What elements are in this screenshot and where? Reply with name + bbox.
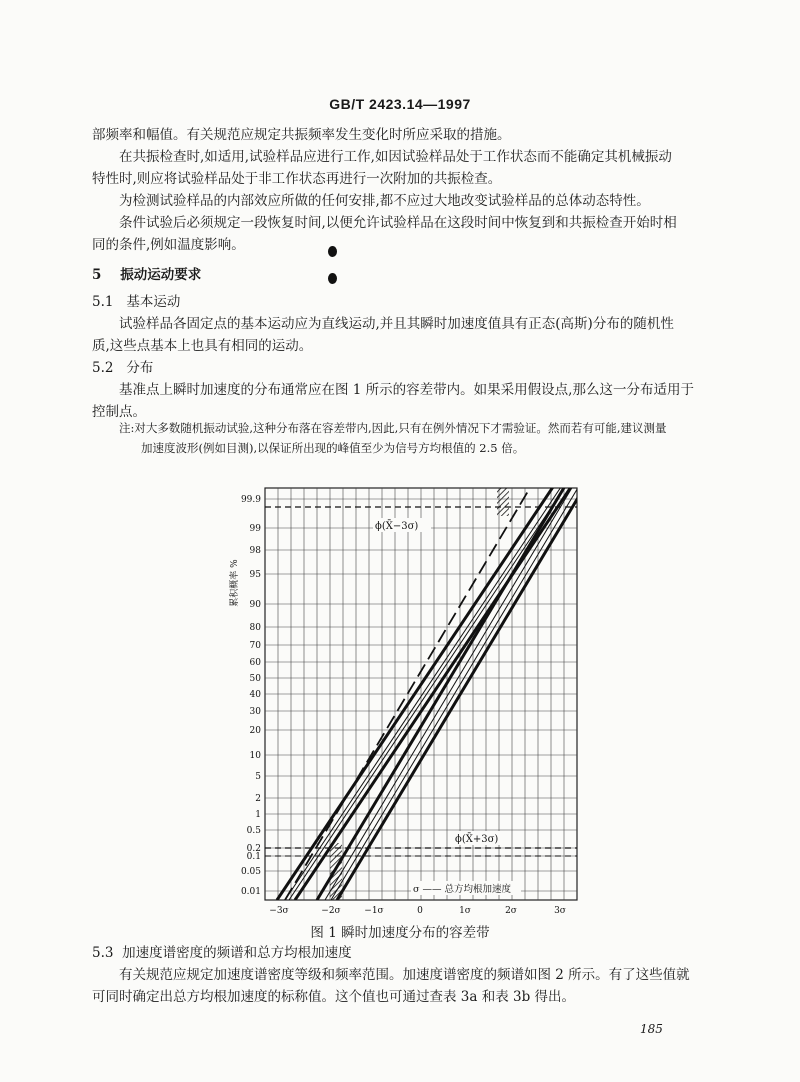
section-heading-5-1: 5.1 基本运动 (92, 294, 181, 310)
paragraph-line: 特性时,则应将试验样品处于非工作状态再进行一次附加的共振检查。 (92, 171, 502, 187)
figure-caption: 图 1 瞬时加速度分布的容差带 (310, 925, 490, 941)
y-tick-label: 0.5 (246, 826, 261, 836)
y-tick-label: 20 (249, 726, 261, 736)
y-tick-label: 40 (249, 690, 261, 700)
y-tick-label: 70 (249, 641, 261, 651)
right-tolerance-band (317, 466, 585, 900)
x-tick-label: −1σ (364, 906, 384, 916)
paragraph-line: 可同时确定出总方均根加速度的标称值。这个值也可通过查表 3a 和表 3b 得出。 (92, 989, 576, 1005)
binding-hole-mark (328, 273, 337, 284)
paragraph-line: 部频率和幅值。有关规范应规定共振频率发生变化时所应采取的措施。 (92, 127, 511, 143)
section-heading-5-2: 5.2 分布 (92, 360, 154, 376)
paragraph-line: 同的条件,例如温度影响。 (92, 237, 245, 253)
y-axis-label: 累积概率 % (230, 559, 240, 607)
paragraph-line: 控制点。 (92, 404, 146, 420)
y-tick-label: 98 (249, 546, 261, 556)
x-tick-label: 1σ (459, 906, 471, 916)
y-tick-label: 95 (249, 570, 261, 580)
x-axis-ticks (269, 906, 566, 916)
paragraph-line: 条件试验后必须规定一段恢复时间,以便允许试验样品在这段时间中恢复到和共振检查开始时相 (119, 215, 677, 231)
annotation-lower: ϕ(X̄+3σ) (455, 834, 499, 845)
paragraph-line: 质,这些点基本上也具有相同的运动。 (92, 338, 313, 354)
paragraph-line: 为检测试验样品的内部效应所做的任何安排,都不应过大地改变试验样品的总体动态特性。 (119, 193, 650, 209)
x-tick-label: 0 (417, 906, 423, 916)
page-number: 185 (640, 1022, 663, 1036)
y-tick-label: 50 (249, 674, 261, 684)
y-tick-label: 0.1 (246, 852, 261, 862)
note-line: 加速度波形(例如目测),以保证所出现的峰值至少为信号方均根值的 2.5 倍。 (141, 441, 525, 455)
paragraph-line: 基准点上瞬时加速度的分布通常应在图 1 所示的容差带内。如果采用假设点,那么这一分布适用于 (119, 382, 694, 398)
y-tick-label: 0.05 (240, 867, 261, 877)
x-tick-label: −3σ (269, 906, 289, 916)
binding-hole-mark (328, 246, 337, 257)
y-tick-label: 2 (255, 794, 261, 804)
y-tick-label: 90 (249, 600, 261, 610)
y-tick-label: 5 (255, 772, 261, 782)
y-tick-label: 80 (249, 623, 261, 633)
section-heading-5: 5 振动运动要求 (92, 267, 202, 283)
y-tick-label: 1 (255, 810, 261, 820)
y-axis-ticks (241, 495, 261, 897)
y-tick-label: 30 (249, 707, 261, 717)
y-tick-label: 0.2 (246, 844, 261, 854)
x-tick-label: 2σ (505, 906, 517, 916)
note-line: 注:对大多数随机振动试验,这种分布落在容差带内,因此,只有在例外情况下才需验证。然而若有可能,建议测量 (119, 421, 667, 435)
figure-legend: σ —— 总方均根加速度 (413, 884, 512, 895)
paragraph-line: 有关规范应规定加速度谱密度等级和频率范围。加速度谱密度的频谱如图 2 所示。有了这些值就 (119, 967, 690, 983)
y-tick-label: 99.9 (240, 495, 261, 505)
y-tick-label: 99 (249, 524, 261, 534)
paragraph-line: 在共振检查时,如适用,试验样品应进行工作,如因试验样品处于工作状态而不能确定其机械振动 (119, 149, 672, 165)
x-tick-label: 3σ (554, 906, 566, 916)
y-tick-label: 10 (249, 751, 261, 761)
annotation-upper: ϕ(X̄−3σ) (375, 521, 419, 532)
y-tick-label: 0.01 (240, 887, 261, 897)
page-header: GB/T 2423.14—1997 (329, 96, 471, 112)
paragraph-line: 试验样品各固定点的基本运动应为直线运动,并且其瞬时加速度值具有正态(高斯)分布的随机性 (119, 316, 674, 332)
tolerance-band-figure (225, 458, 585, 918)
section-heading-5-3: 5.3 加速度谱密度的频谱和总方均根加速度 (92, 945, 352, 961)
y-tick-label: 60 (249, 658, 261, 668)
hatched-tolerance-mark (497, 488, 509, 516)
x-tick-label: −2σ (321, 906, 341, 916)
